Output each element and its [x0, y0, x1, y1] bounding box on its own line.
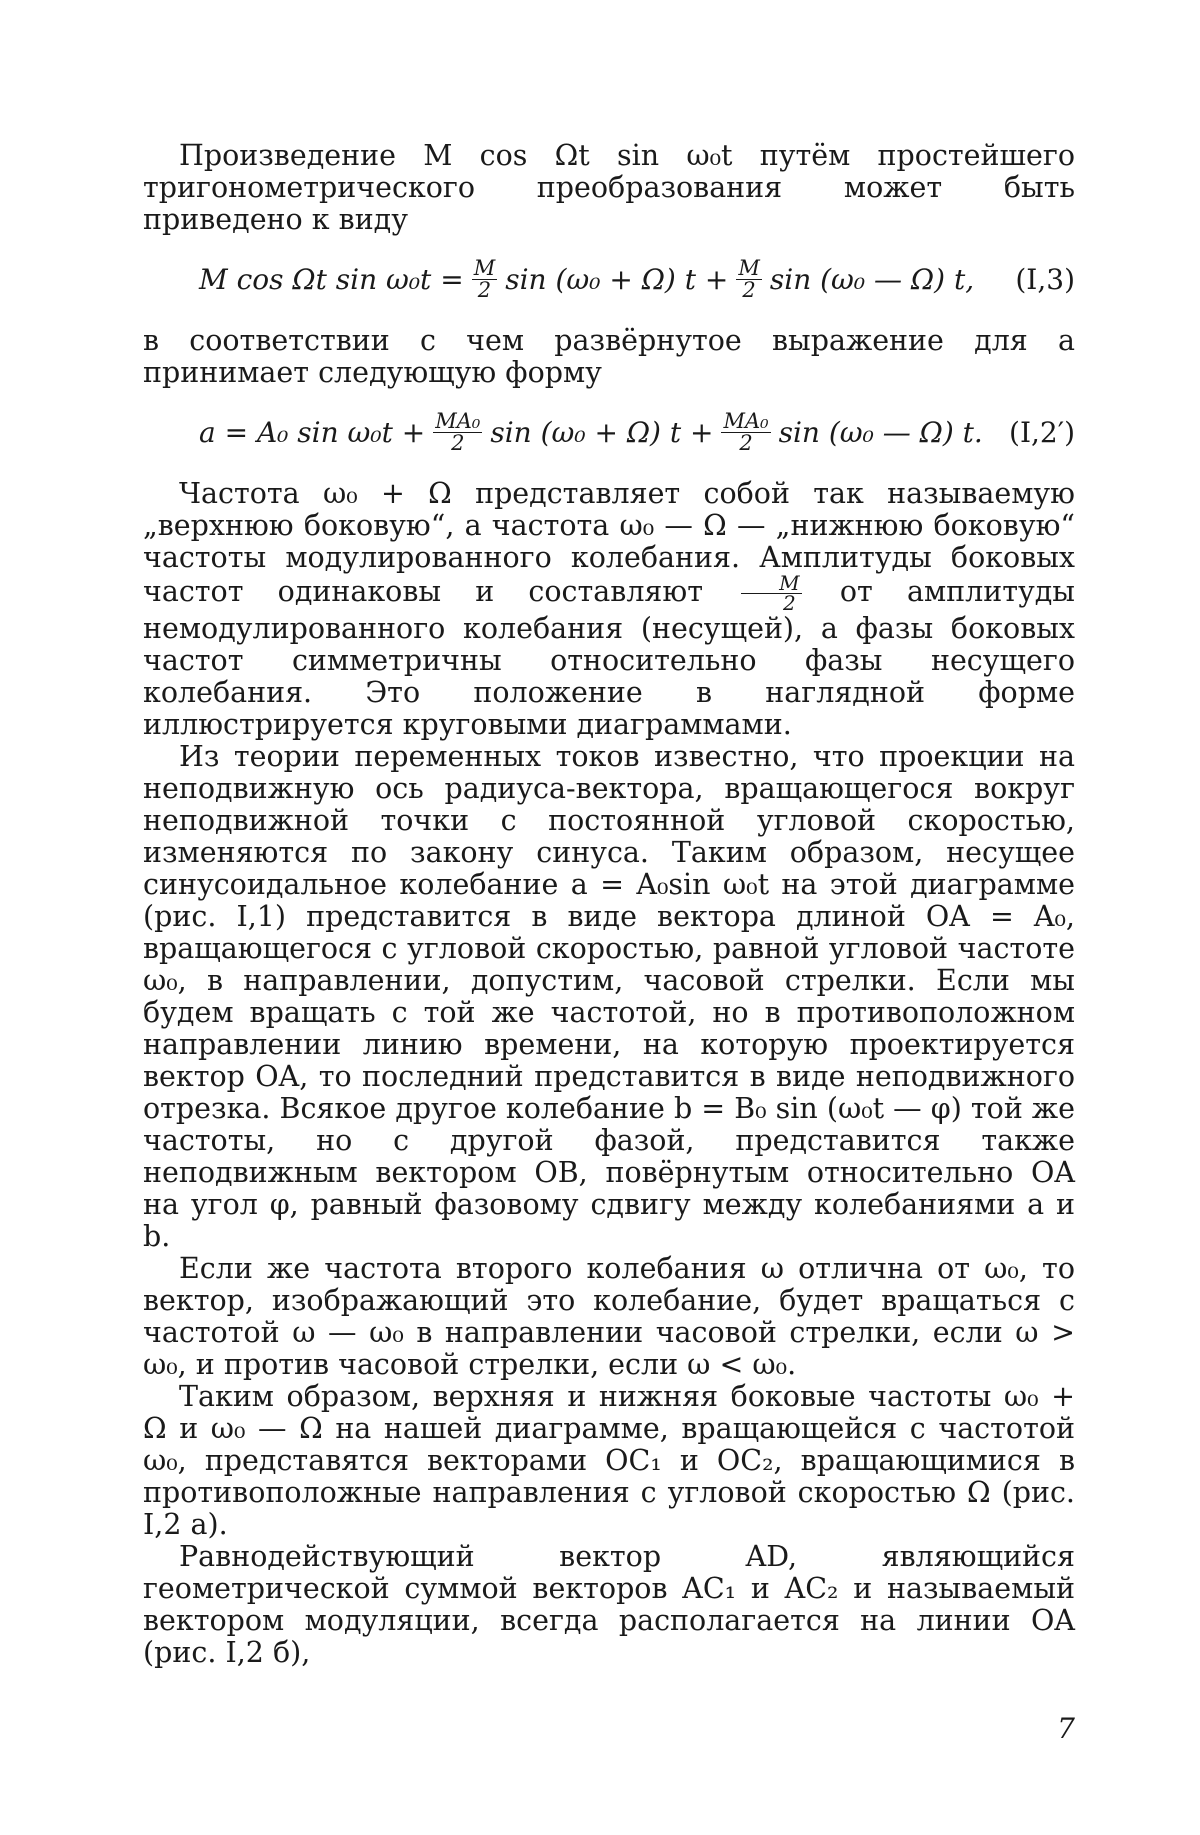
- inline-fraction-m-over-2: [741, 571, 801, 615]
- eq1-frac1-denominator: 2: [477, 278, 492, 302]
- eq1-frac2-denominator: 2: [742, 278, 756, 302]
- paragraph-sidebands-part-1: Частота ω₀ + Ω представляет собой так называемую „верхнюю боковую“, а частота ω₀ — Ω — „нижнюю боковую“ частоты модулированного колебания. Амплитуды боковых частот одинаковы и составляют: [143, 477, 1075, 608]
- eq2-frac1-numerator: MA₀: [435, 409, 481, 433]
- eq2-frac2-numerator: MA₀: [723, 409, 769, 433]
- paragraph-sidebands-part-2: от амплитуды немодулированного колебания (несущей), а фазы боковых частот симметричны относительно фазы несущего колебания. Это положение в наглядной форме иллюстрируется круговыми диаграммами.: [143, 575, 1075, 741]
- eq1-lhs: M cos Ωt sin ω₀t =: [199, 262, 464, 296]
- equation-1-2-prime: [143, 411, 1075, 454]
- eq2-fraction-2: [721, 411, 770, 454]
- eq2-number: (I,2′): [1009, 415, 1075, 449]
- eq2-fraction-1: [433, 411, 482, 454]
- eq1-fraction-1: [472, 258, 498, 301]
- equation-1-3: [143, 258, 1075, 301]
- page-number: 7: [1057, 1712, 1075, 1745]
- paragraph-second-frequency: Если же частота второго колебания ω отлична от ω₀, то вектор, изображающий это колебание, будет вращаться с частотой ω — ω₀ в направлении часовой стрелки, если ω > ω₀, и против часовой стрелки, если ω < ω₀.: [143, 1252, 1075, 1381]
- eq1-number: (I,3): [1015, 262, 1075, 296]
- eq2-frac1-denominator: 2: [451, 431, 465, 455]
- paragraph-modulation-vector: Равнодействующий вектор AD, являющийся геометрической суммой векторов AC₁ и AC₂ и называемый вектором модуляции, всегда располагается на линии OA (рис. I,2 б),: [143, 1540, 1075, 1669]
- paragraph-ac-theory: Из теории переменных токов известно, что проекции на неподвижную ось радиуса-вектора, вращающегося вокруг неподвижной точки с постоянной угловой скоростью, изменяются по закону синуса. Таким образом, несущее синусоидальное колебание a = A₀sin ω₀t на этой диаграмме (рис. I,1) представится в виде вектора длиной OA = A₀, вращающегося с угловой скоростью, равной угловой частоте ω₀, в направлении, допустим, часовой стрелки. Если мы будем вращать с той же частотой, но в противоположном направлении линию времени, на которую проектируется вектор OA, то последний представится в виде неподвижного отрезка. Всякое другое колебание b = B₀ sin (ω₀t — φ) той же частоты, но с другой фазой, представится также неподвижным вектором OB, повёрнутым относительно OA на угол φ, равный фазовому сдвигу между колебаниями a и b.: [143, 740, 1075, 1253]
- paragraph-transition: в соответствии с чем развёрнутое выражение для a принимает следующую форму: [143, 324, 1075, 389]
- eq2-term-1: sin (ω₀ + Ω) t +: [490, 415, 714, 449]
- eq1-frac1-numerator: M: [473, 256, 496, 280]
- text-column: [143, 140, 1075, 1669]
- inline-frac-denominator: 2: [783, 591, 796, 615]
- eq2-frac2-denominator: 2: [739, 431, 753, 455]
- inline-frac-numerator: M: [741, 574, 801, 594]
- eq1-term-1: sin (ω₀ + Ω) t +: [505, 262, 729, 296]
- eq1-term-2: sin (ω₀ — Ω) t,: [769, 262, 975, 296]
- paragraph-sidebands: [143, 478, 1075, 741]
- paragraph-intro: Произведение M cos Ωt sin ω₀t путём простейшего тригонометрического преобразования может быть приведено к виду: [143, 139, 1075, 236]
- eq2-term-2: sin (ω₀ — Ω) t.: [778, 415, 983, 449]
- eq1-fraction-2: [736, 258, 762, 301]
- eq2-lhs: a = A₀ sin ω₀t +: [199, 415, 426, 449]
- paragraph-side-vectors: Таким образом, верхняя и нижняя боковые частоты ω₀ + Ω и ω₀ — Ω на нашей диаграмме, вращающейся с частотой ω₀, представятся векторами OC₁ и OC₂, вращающимися в противоположные направления с угловой скоростью Ω (рис. I,2 a).: [143, 1380, 1075, 1541]
- eq1-frac2-numerator: M: [738, 256, 760, 280]
